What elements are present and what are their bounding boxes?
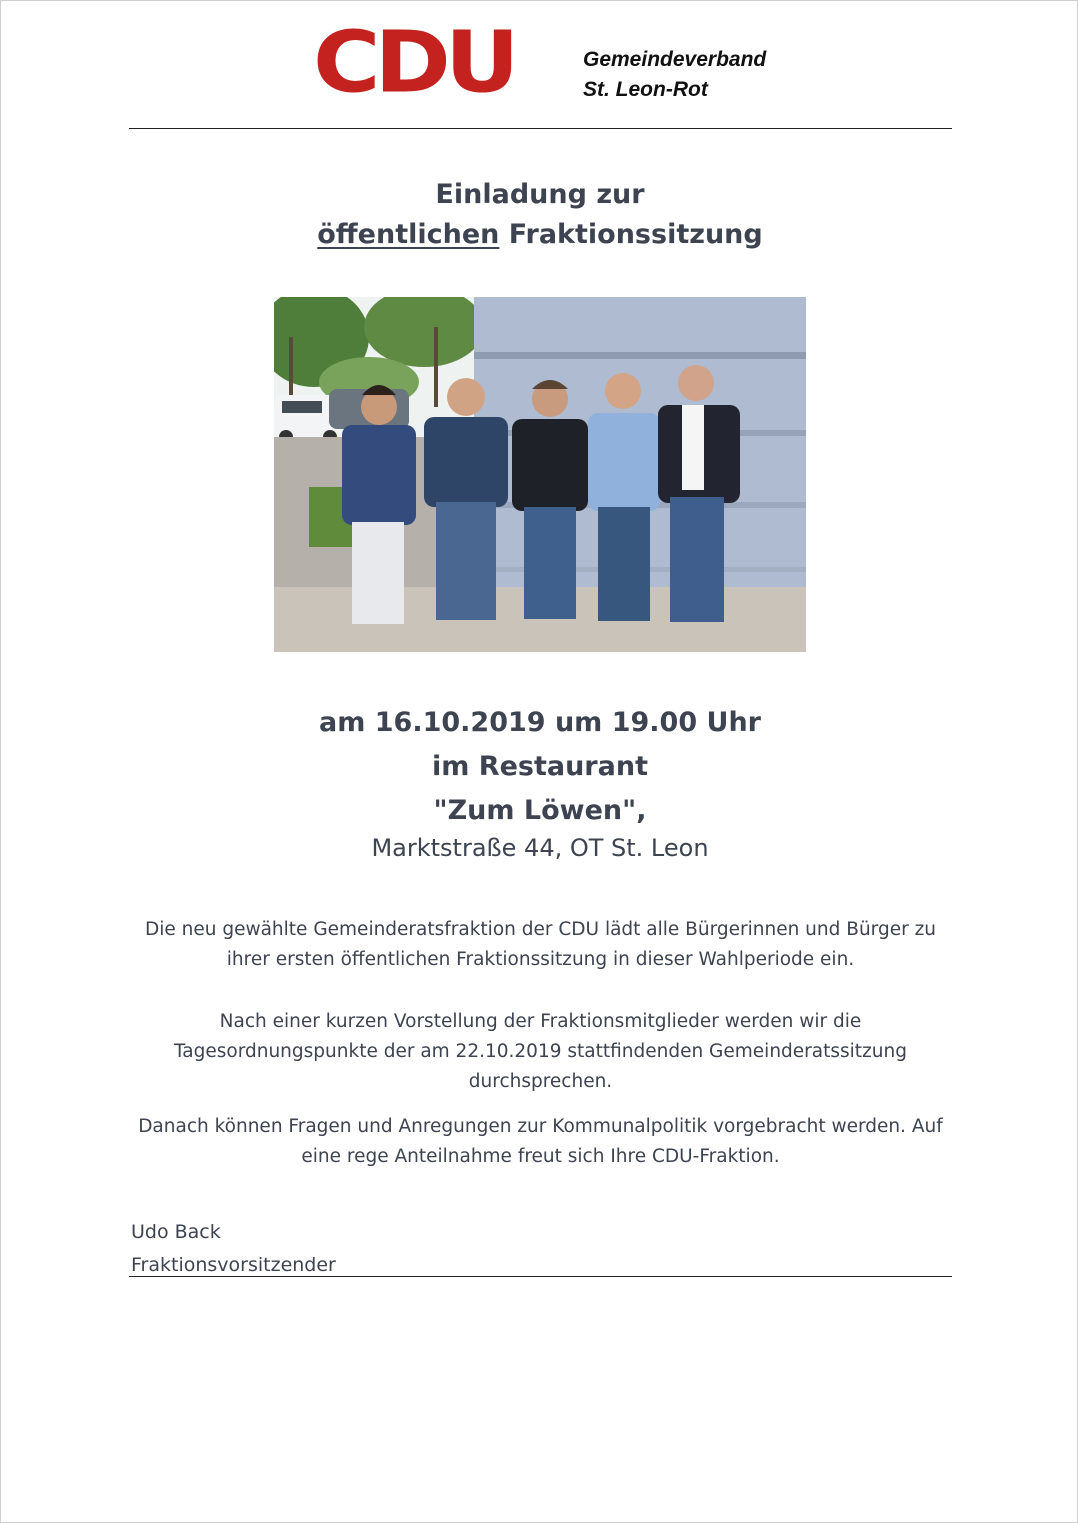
signature-role: Fraktionsvorsitzender <box>131 1254 336 1276</box>
event-details <box>1 701 1078 833</box>
header-divider <box>129 128 952 129</box>
event-location-label: im Restaurant <box>432 751 648 782</box>
group-photo <box>274 297 806 652</box>
body-paragraph-2: Nach einer kurzen Vorstellung der Fraktionsmitglieder werden wir die Tagesordnungspunkte der am 22.10.2019 stattfindenden Gemeinderatssitzung durchsprechen. <box>174 1011 907 1092</box>
org-line-1: Gemeindeverband <box>583 48 767 71</box>
body-paragraph-1: Die neu gewählte Gemeinderatsfraktion der CDU lädt alle Bürgerinnen und Bürger zu ihrer ersten öffentlichen Fraktionssitzung in dieser Wahlperiode ein. <box>144 919 937 970</box>
event-address: Marktstraße 44, OT St. Leon <box>371 834 709 862</box>
group-photo-illustration <box>274 297 806 652</box>
footer-divider <box>129 1276 952 1277</box>
organization-name <box>583 45 766 105</box>
event-date-time: am 16.10.2019 um 19.00 Uhr <box>319 707 761 738</box>
title-line-2-rest: Fraktionssitzung <box>499 219 763 250</box>
cdu-logo: CDU <box>313 13 514 112</box>
signature-block <box>131 1216 336 1282</box>
title-line-2 <box>1 215 1078 255</box>
event-restaurant-name: "Zum Löwen", <box>433 795 647 826</box>
signature-name: Udo Back <box>131 1221 221 1243</box>
org-line-2: St. Leon-Rot <box>583 78 708 101</box>
body-paragraph-3: Danach können Fragen und Anregungen zur Kommunalpolitik vorgebracht werden. Auf eine rege Anteilnahme freut sich Ihre CDU-Fraktion. <box>138 1116 943 1167</box>
title-underlined-word: öffentlichen <box>317 219 500 250</box>
document-title <box>1 175 1078 255</box>
title-line-1: Einladung zur <box>435 179 645 210</box>
